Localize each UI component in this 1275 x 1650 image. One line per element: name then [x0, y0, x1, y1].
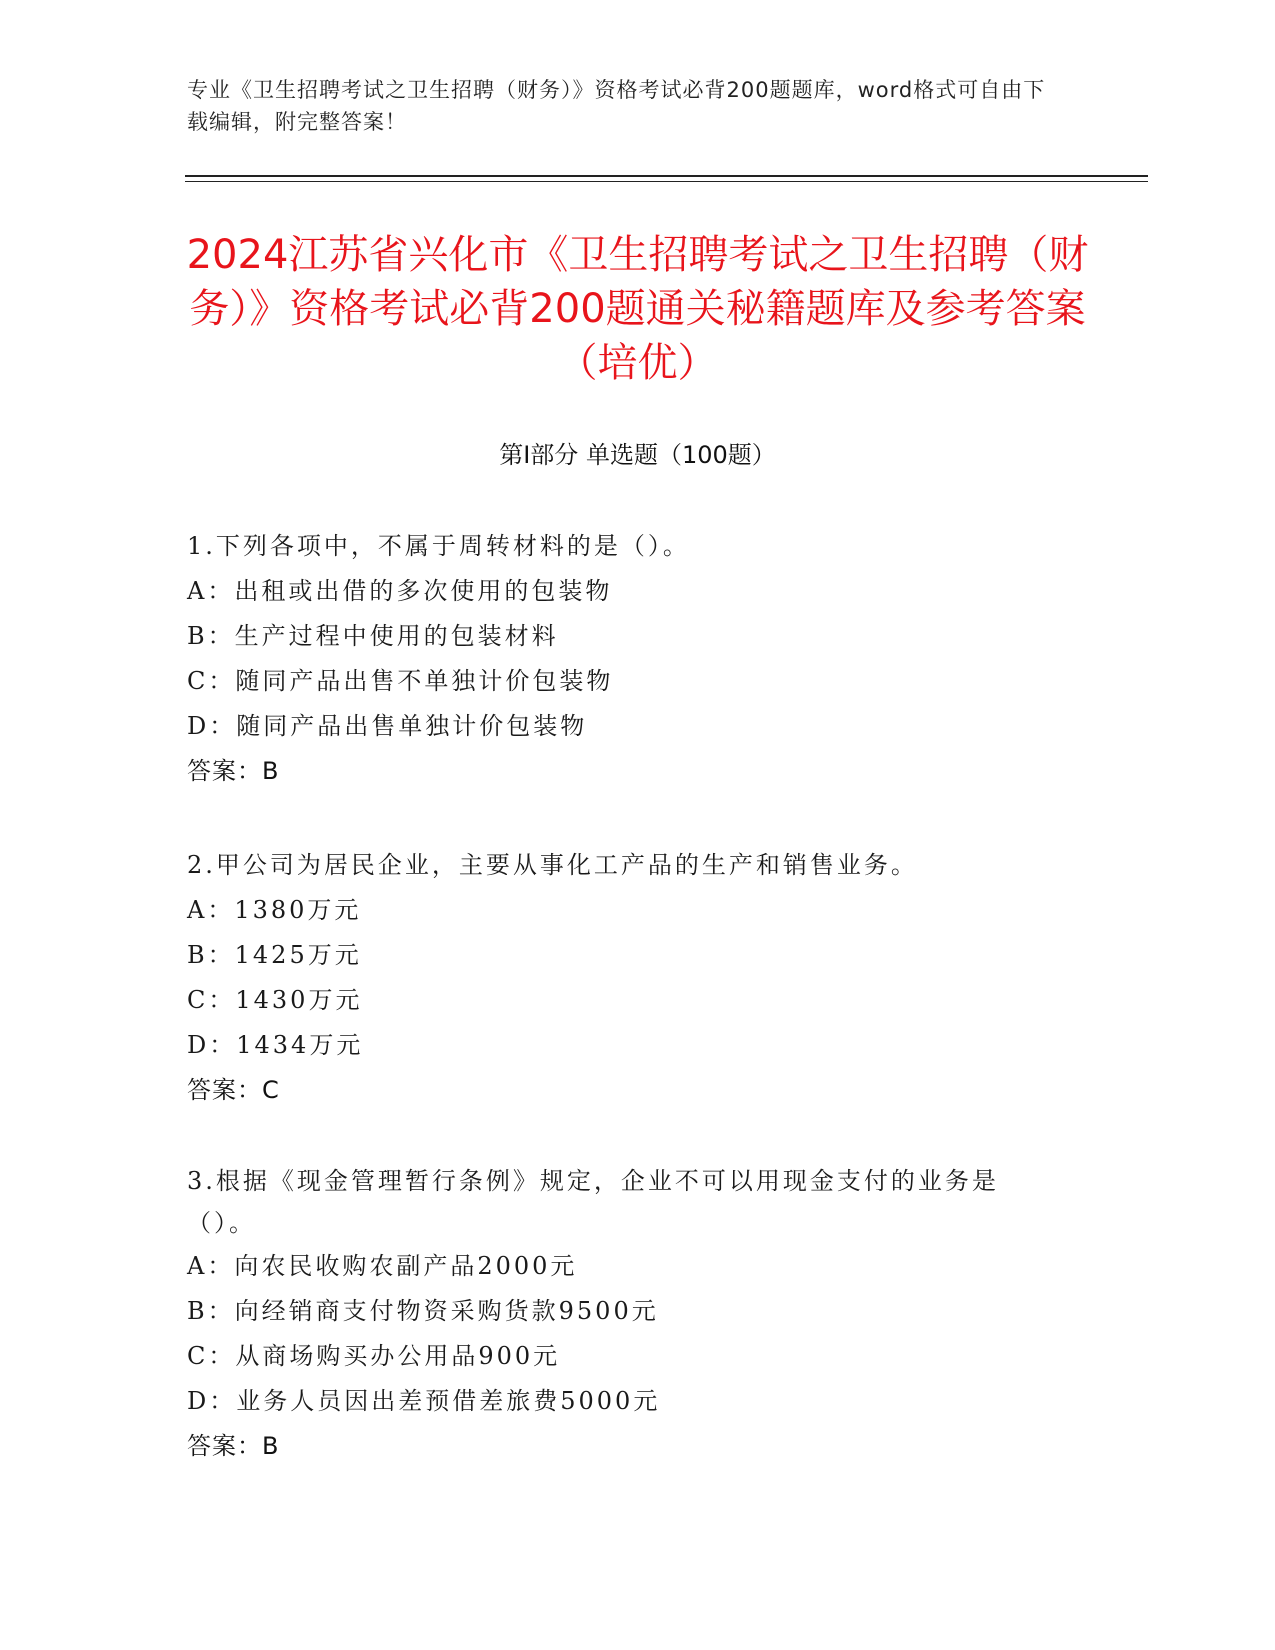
option-d: D：1434万元 [187, 1031, 364, 1059]
option-c: C：随同产品出售不单独计价包装物 [187, 667, 614, 695]
header-note: 专业《卫生招聘考试之卫生招聘（财务）》资格考试必背200题题库，word格式可自由下载编辑，附完整答案！ [187, 78, 1046, 134]
option-b: B：向经销商支付物资采购货款9500元 [187, 1297, 659, 1325]
question-block [187, 524, 1067, 794]
answer-line: 答案：B [187, 757, 280, 785]
option-a: A：向农民收购农副产品2000元 [187, 1252, 578, 1280]
question-block [187, 1160, 1067, 1469]
option-c: C：1430万元 [187, 986, 363, 1014]
option-a: A：1380万元 [187, 896, 362, 924]
option-d: D：随同产品出售单独计价包装物 [187, 712, 588, 740]
header-divider-thin [185, 181, 1148, 182]
question-stem: 1.下列各项中，不属于周转材料的是（）。 [187, 532, 690, 560]
answer-line: 答案：C [187, 1076, 280, 1104]
option-b: B：1425万元 [187, 941, 362, 969]
question-block [187, 843, 1067, 1113]
question-stem: 2.甲公司为居民企业，主要从事化工产品的生产和销售业务。 [187, 851, 918, 879]
option-c: C：从商场购买办公用品900元 [187, 1342, 561, 1370]
option-d: D：业务人员因出差预借差旅费5000元 [187, 1387, 661, 1415]
answer-line: 答案：B [187, 1432, 280, 1460]
option-a: A：出租或出借的多次使用的包装物 [187, 577, 613, 605]
option-b: B：生产过程中使用的包装材料 [187, 622, 559, 650]
section-heading: 第I部分 单选题（100题） [499, 441, 776, 469]
header-divider-thick [185, 175, 1148, 177]
question-stem: 3.根据《现金管理暂行条例》规定，企业不可以用现金支付的业务是（）。 [187, 1167, 999, 1237]
document-title: 2024江苏省兴化市《卫生招聘考试之卫生招聘（财务）》资格考试必背200题通关秘籍题库及参考答案（培优） [186, 232, 1089, 386]
